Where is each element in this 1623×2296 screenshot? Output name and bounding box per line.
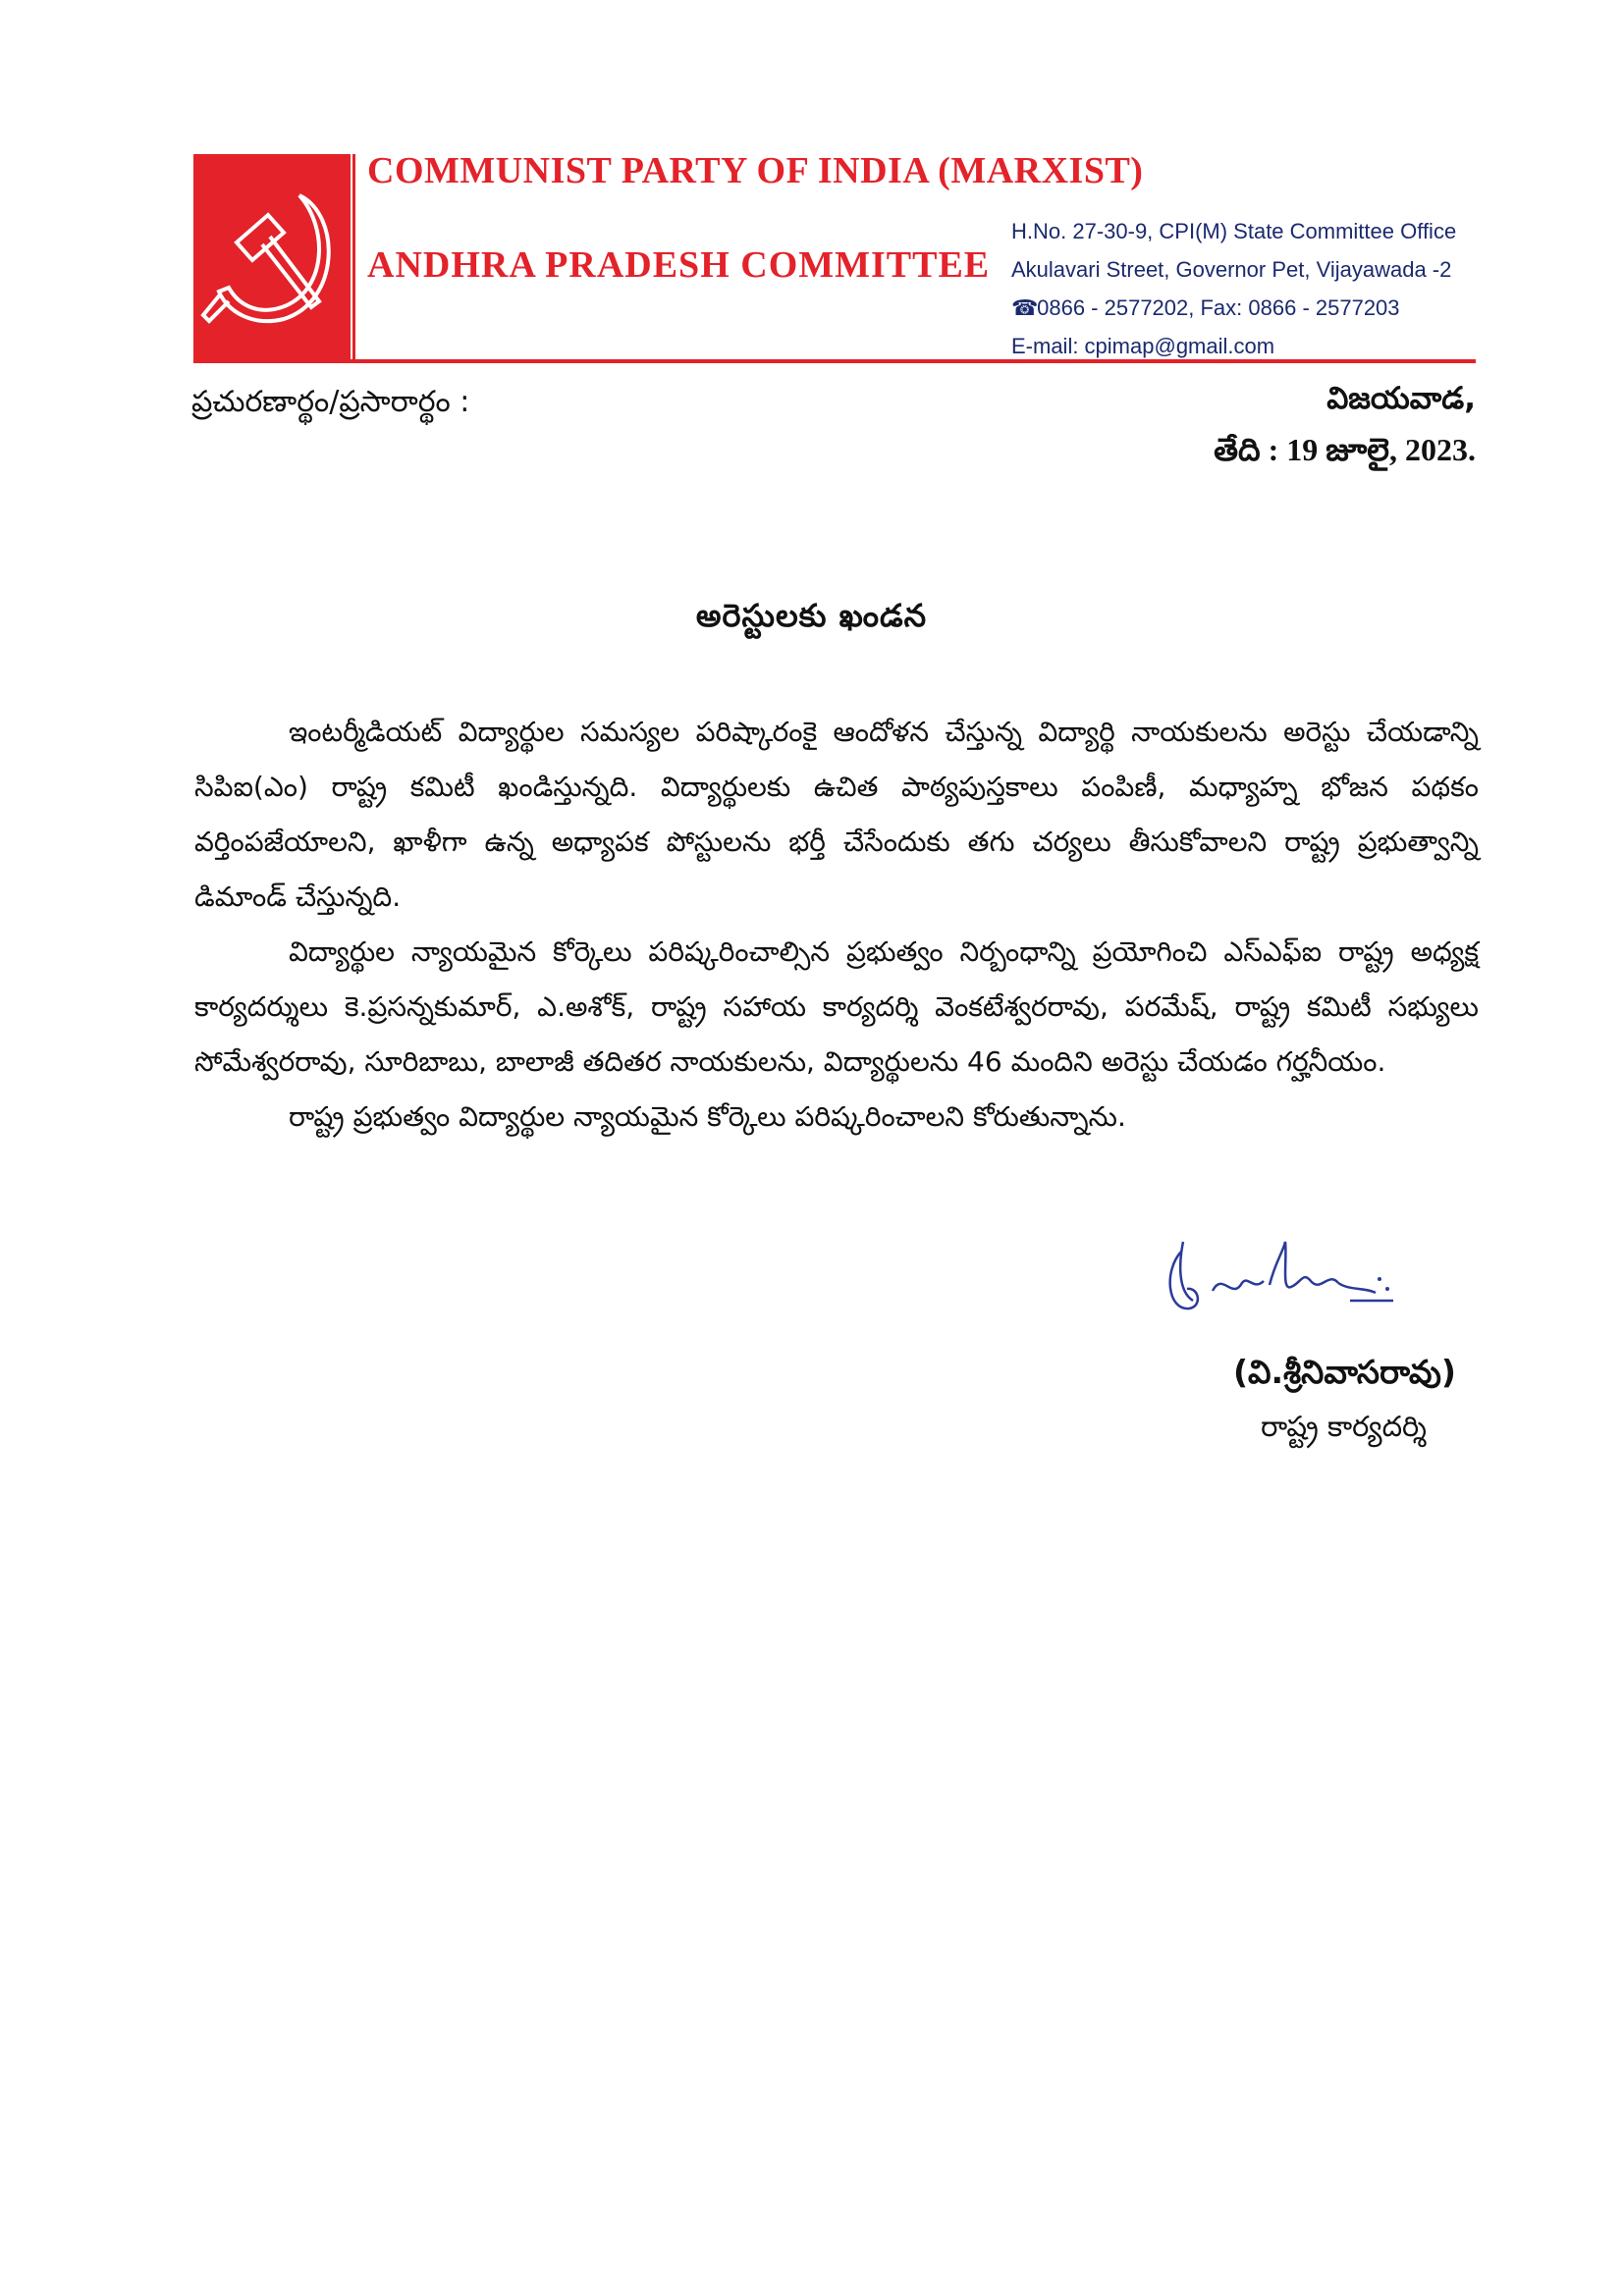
address-line: Akulavari Street, Governor Pet, Vijayawada -2 bbox=[1011, 257, 1452, 282]
email-line: E-mail: cpimap@gmail.com bbox=[1011, 334, 1275, 358]
telephone-icon: ☎ bbox=[1011, 295, 1039, 320]
body-paragraph: ఇంటర్మీడియట్ విద్యార్థుల సమస్యల పరిష్కారంకై ఆందోళన చేస్తున్న విద్యార్థి నాయకులను అరెస్టు చేయడాన్ని సిపిఐ(ఎం) రాష్ట్ర కమిటీ ఖండిస్తున్నది. విద్యార్థులకు ఉచిత పాఠ్యపుస్తకాలు పంపిణీ, మధ్యాహ్న భోజన పథకం వర్తింపజేయాలని, ఖాళీగా ఉన్న అధ్యాపక పోస్టులను భర్తీ చేసేందుకు తగు చర్యలు తీసుకోవాలని రాష్ట్ర ప్రభుత్వాన్ని డిమాండ్ చేస్తున్నది. bbox=[194, 716, 1479, 913]
letterhead-divider bbox=[352, 154, 355, 362]
document-title: అరెస్టులకు ఖండన bbox=[695, 597, 928, 634]
phone-line bbox=[1011, 289, 1456, 327]
organization-name: COMMUNIST PARTY OF INDIA (MARXIST) bbox=[367, 150, 1144, 191]
hammer-sickle-icon bbox=[193, 154, 351, 362]
handwritten-signature bbox=[1154, 1232, 1409, 1330]
phone-numbers: 0866 - 2577202, Fax: 0866 - 2577203 bbox=[1037, 295, 1400, 320]
signatory-designation: రాష్ట్ర కార్యదర్శి bbox=[1261, 1410, 1427, 1443]
letterhead-rule bbox=[193, 359, 1476, 363]
signatory-name: (వి.శ్రీనివాసరావు) bbox=[1232, 1353, 1456, 1391]
committee-name: ANDHRA PRADESH COMMITTEE bbox=[367, 244, 991, 286]
address-block bbox=[1011, 212, 1456, 365]
place-label: విజయవాడ, bbox=[1326, 381, 1476, 416]
document-body bbox=[194, 705, 1479, 1145]
body-paragraph: రాష్ట్ర ప్రభుత్వం విద్యార్థుల న్యాయమైన కోర్కెలు పరిష్కరించాలని కోరుతున్నాను. bbox=[289, 1100, 1126, 1133]
for-publication-label: ప్రచురణార్థం/ప్రసారార్థం : bbox=[191, 385, 470, 419]
date-label: తేది : 19 జూలై, 2023. bbox=[1214, 432, 1476, 467]
address-line: H.No. 27-30-9, CPI(M) State Committee Office bbox=[1011, 219, 1457, 243]
body-paragraph: విద్యార్థుల న్యాయమైన కోర్కెలు పరిష్కరించాల్సిన ప్రభుత్వం నిర్బంధాన్ని ప్రయోగించి ఎస్ఎఫ్ఐ రాష్ట్ర అధ్యక్ష కార్యదర్శులు కె.ప్రసన్నకుమార్, ఎ.అశోక్, రాష్ట్ర సహాయ కార్యదర్శి వెంకటేశ్వరరావు, పరమేష్, రాష్ట్ర కమిటీ సభ్యులు సోమేశ్వరరావు, సూరిబాబు, బాలాజీ తదితర నాయకులను, విద్యార్థులను 46 మందిని అరెస్టు చేయడం గర్హనీయం. bbox=[194, 935, 1479, 1078]
party-logo bbox=[193, 154, 351, 362]
